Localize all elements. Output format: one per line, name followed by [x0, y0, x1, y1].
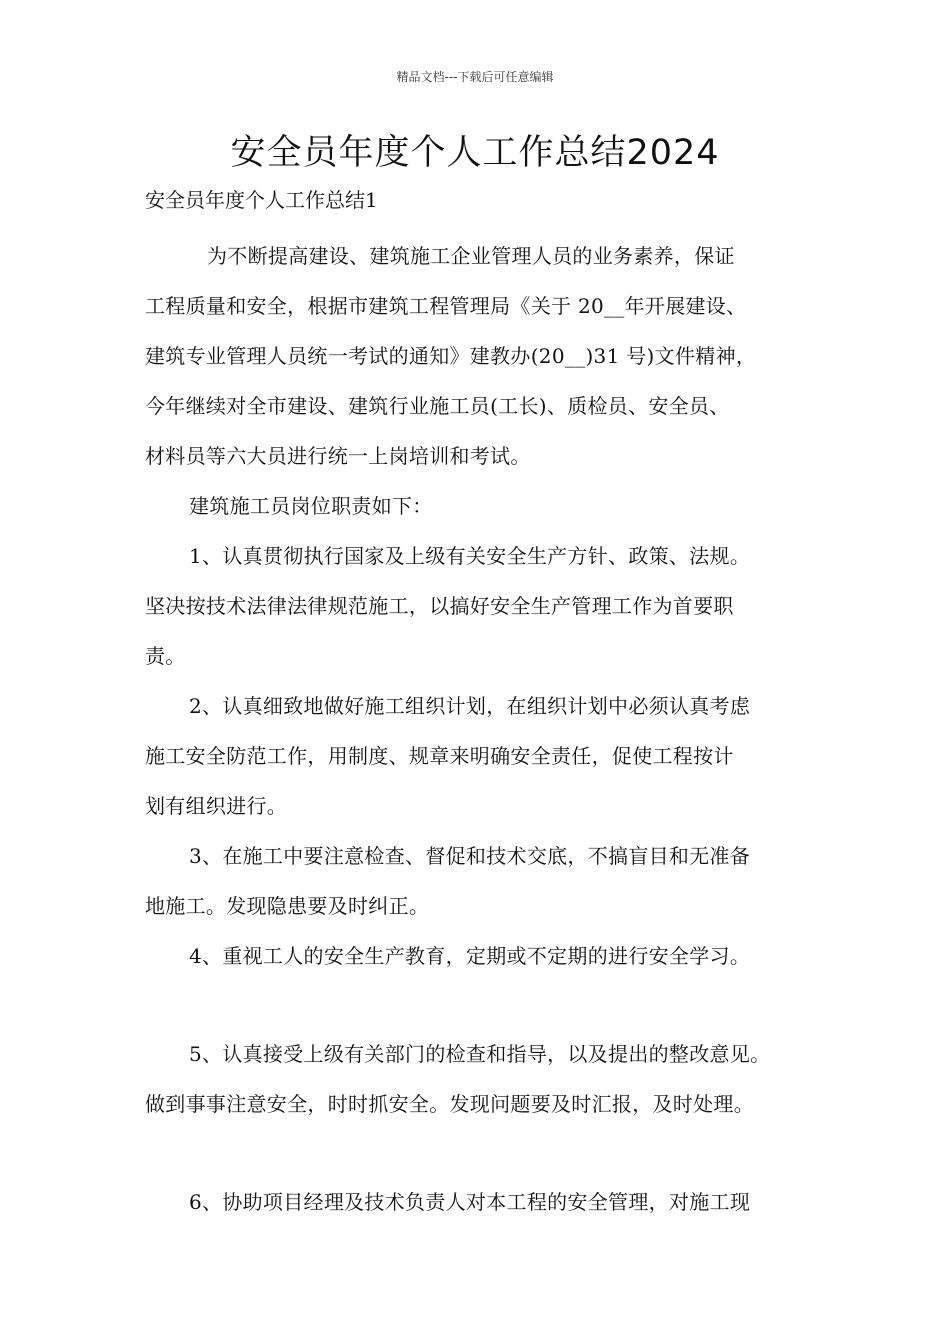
paragraph-duty-5: [145, 1029, 820, 1129]
paragraph-spacer: [145, 1129, 820, 1177]
paragraph-spacer: [145, 981, 820, 1029]
text-line: 今年继续对全市建设、建筑行业施工员(工长)、质检员、安全员、: [145, 394, 730, 418]
text-line: 做到事事注意安全，时时抓安全。发现问题要及时汇报，及时处理。: [145, 1092, 754, 1116]
document-body: [145, 231, 820, 1227]
paragraph-duty-2: [145, 681, 820, 831]
paragraph-duty-4: [145, 931, 820, 981]
text-line: 建筑施工员岗位职责如下：: [189, 494, 433, 518]
document-title: 安全员年度个人工作总结2024: [230, 133, 720, 173]
text-line: 地施工。发现隐患要及时纠正。: [145, 894, 430, 918]
text-line: 坚决按技术法律法律规范施工，以搞好安全生产管理工作为首要职: [145, 594, 734, 618]
text-line: 6、协助项目经理及技术负责人对本工程的安全管理，对施工现: [189, 1190, 751, 1214]
text-line: 2、认真细致地做好施工组织计划，在组织计划中必须认真考虑: [189, 694, 751, 718]
paragraph-intro: [145, 231, 820, 481]
text-line: 工程质量和安全，根据市建筑工程管理局《关于 20__年开展建设、: [145, 294, 747, 318]
paragraph-duty-6: [145, 1177, 820, 1227]
paragraph-duty-1: [145, 531, 820, 681]
text-line: 划有组织进行。: [145, 794, 288, 818]
text-line: 4、重视工人的安全生产教育，定期或不定期的进行安全学习。: [189, 944, 751, 968]
header-note: 精品文档---下载后可任意编辑: [396, 70, 554, 84]
text-line: 5、认真接受上级有关部门的检查和指导，以及提出的整改意见。: [189, 1042, 771, 1066]
text-line: 为不断提高建设、建筑施工企业管理人员的业务素养，保证: [207, 244, 735, 268]
text-line: 材料员等六大员进行统一上岗培训和考试。: [145, 444, 531, 468]
text-line: 3、在施工中要注意检查、督促和技术交底，不搞盲目和无准备: [189, 844, 751, 868]
text-line: 建筑专业管理人员统一考试的通知》建教办(20__)31 号)文件精神，: [145, 344, 757, 368]
paragraph-duty-3: [145, 831, 820, 931]
text-line: 责。: [145, 644, 186, 668]
section-subtitle: 安全员年度个人工作总结1: [145, 188, 378, 212]
paragraph-duties-heading: [145, 481, 820, 531]
text-line: 1、认真贯彻执行国家及上级有关安全生产方针、政策、法规。: [189, 544, 751, 568]
text-line: 施工安全防范工作，用制度、规章来明确安全责任，促使工程按计: [145, 744, 734, 768]
